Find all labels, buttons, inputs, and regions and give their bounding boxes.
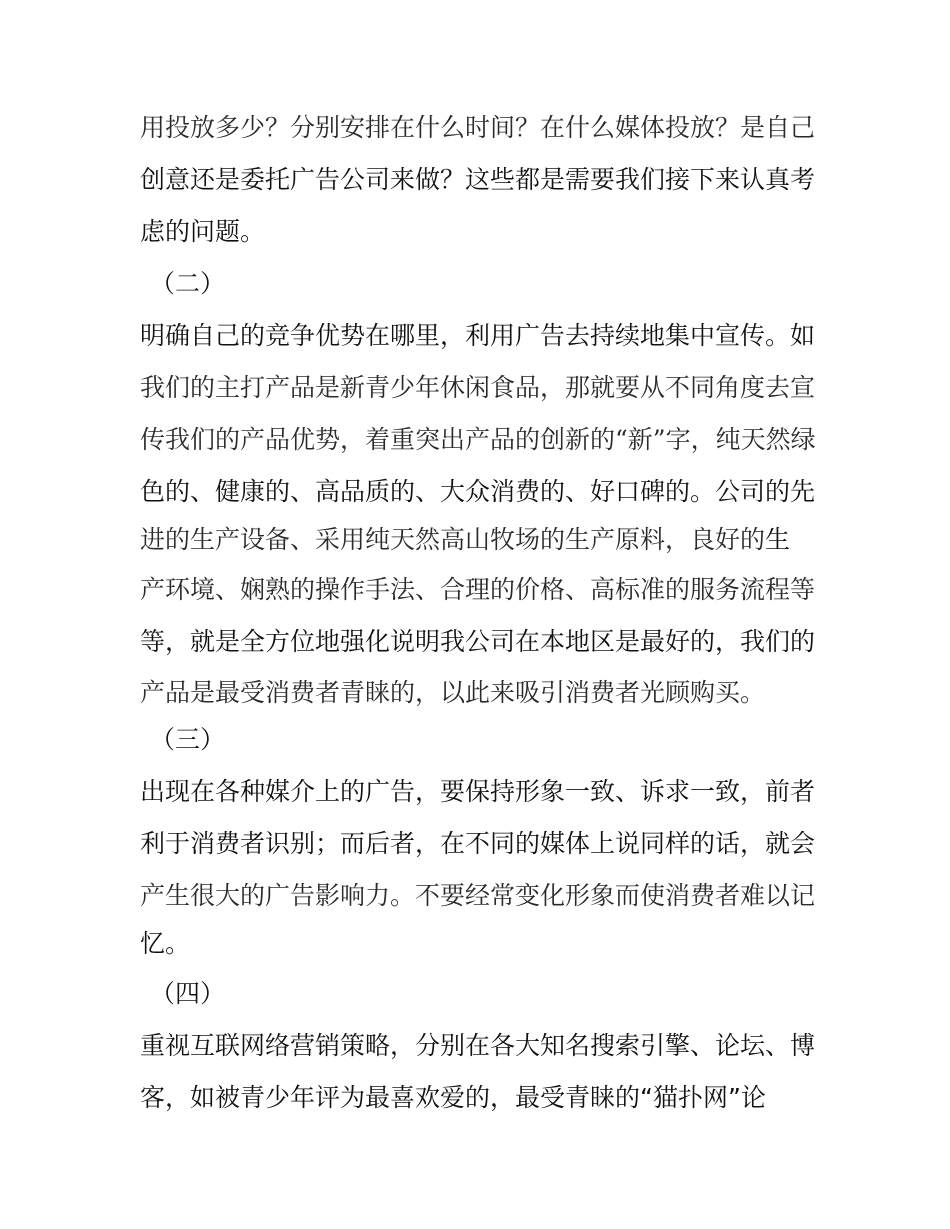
text-line-14: 产生很大的广告影响力。不要经常变化形象而使消费者难以记 — [140, 881, 816, 910]
text-line-7: 色的、健康的、高品质的、大众消费的、好口碑的。公司的先 — [140, 477, 816, 506]
text-line-16: 重视互联网络营销策略，分别在各大知名搜索引擎、论坛、博 — [140, 1031, 816, 1060]
text-line-2: 创意还是委托广告公司来做？这些都是需要我们接下来认真考 — [140, 165, 816, 194]
text-line-10: 等，就是全方位地强化说明我公司在本地区是最好的，我们的 — [140, 627, 816, 656]
text-line-13: 利于消费者识别；而后者，在不同的媒体上说同样的话，就会 — [140, 829, 816, 858]
section-heading-2: （二） — [150, 269, 226, 298]
text-line-6: 传我们的产品优势，着重突出产品的创新的“新”字，纯天然绿 — [140, 425, 816, 454]
text-line-11: 产品是最受消费者青睐的，以此来吸引消费者光顾购买。 — [140, 678, 766, 707]
text-line-3: 虑的问题。 — [140, 217, 266, 246]
text-line-5: 我们的主打产品是新青少年休闲食品，那就要从不同角度去宣 — [140, 373, 816, 402]
text-line-15: 忆。 — [140, 929, 191, 958]
text-line-17: 客，如被青少年评为最喜欢爱的，最受青睐的“猫扑网”论 — [140, 1083, 766, 1112]
text-line-4: 明确自己的竞争优势在哪里，利用广告去持续地集中宣传。如 — [140, 321, 816, 350]
text-line-8-main: 进的生产设备、采用纯天然高山牧场的生产原料，良好的 — [140, 525, 766, 554]
text-line-8-tail: 生 — [765, 525, 791, 554]
text-line-9: 产环境、娴熟的操作手法、合理的价格、高标准的服务流程等 — [140, 575, 816, 604]
section-heading-4: （四） — [150, 979, 226, 1008]
text-line-8 — [140, 522, 820, 558]
text-line-12: 出现在各种媒介上的广告，要保持形象一致、诉求一致，前者 — [140, 777, 816, 806]
text-line-1: 用投放多少？分别安排在什么时间？在什么媒体投放？是自己 — [140, 113, 816, 142]
section-heading-3: （三） — [150, 725, 226, 754]
